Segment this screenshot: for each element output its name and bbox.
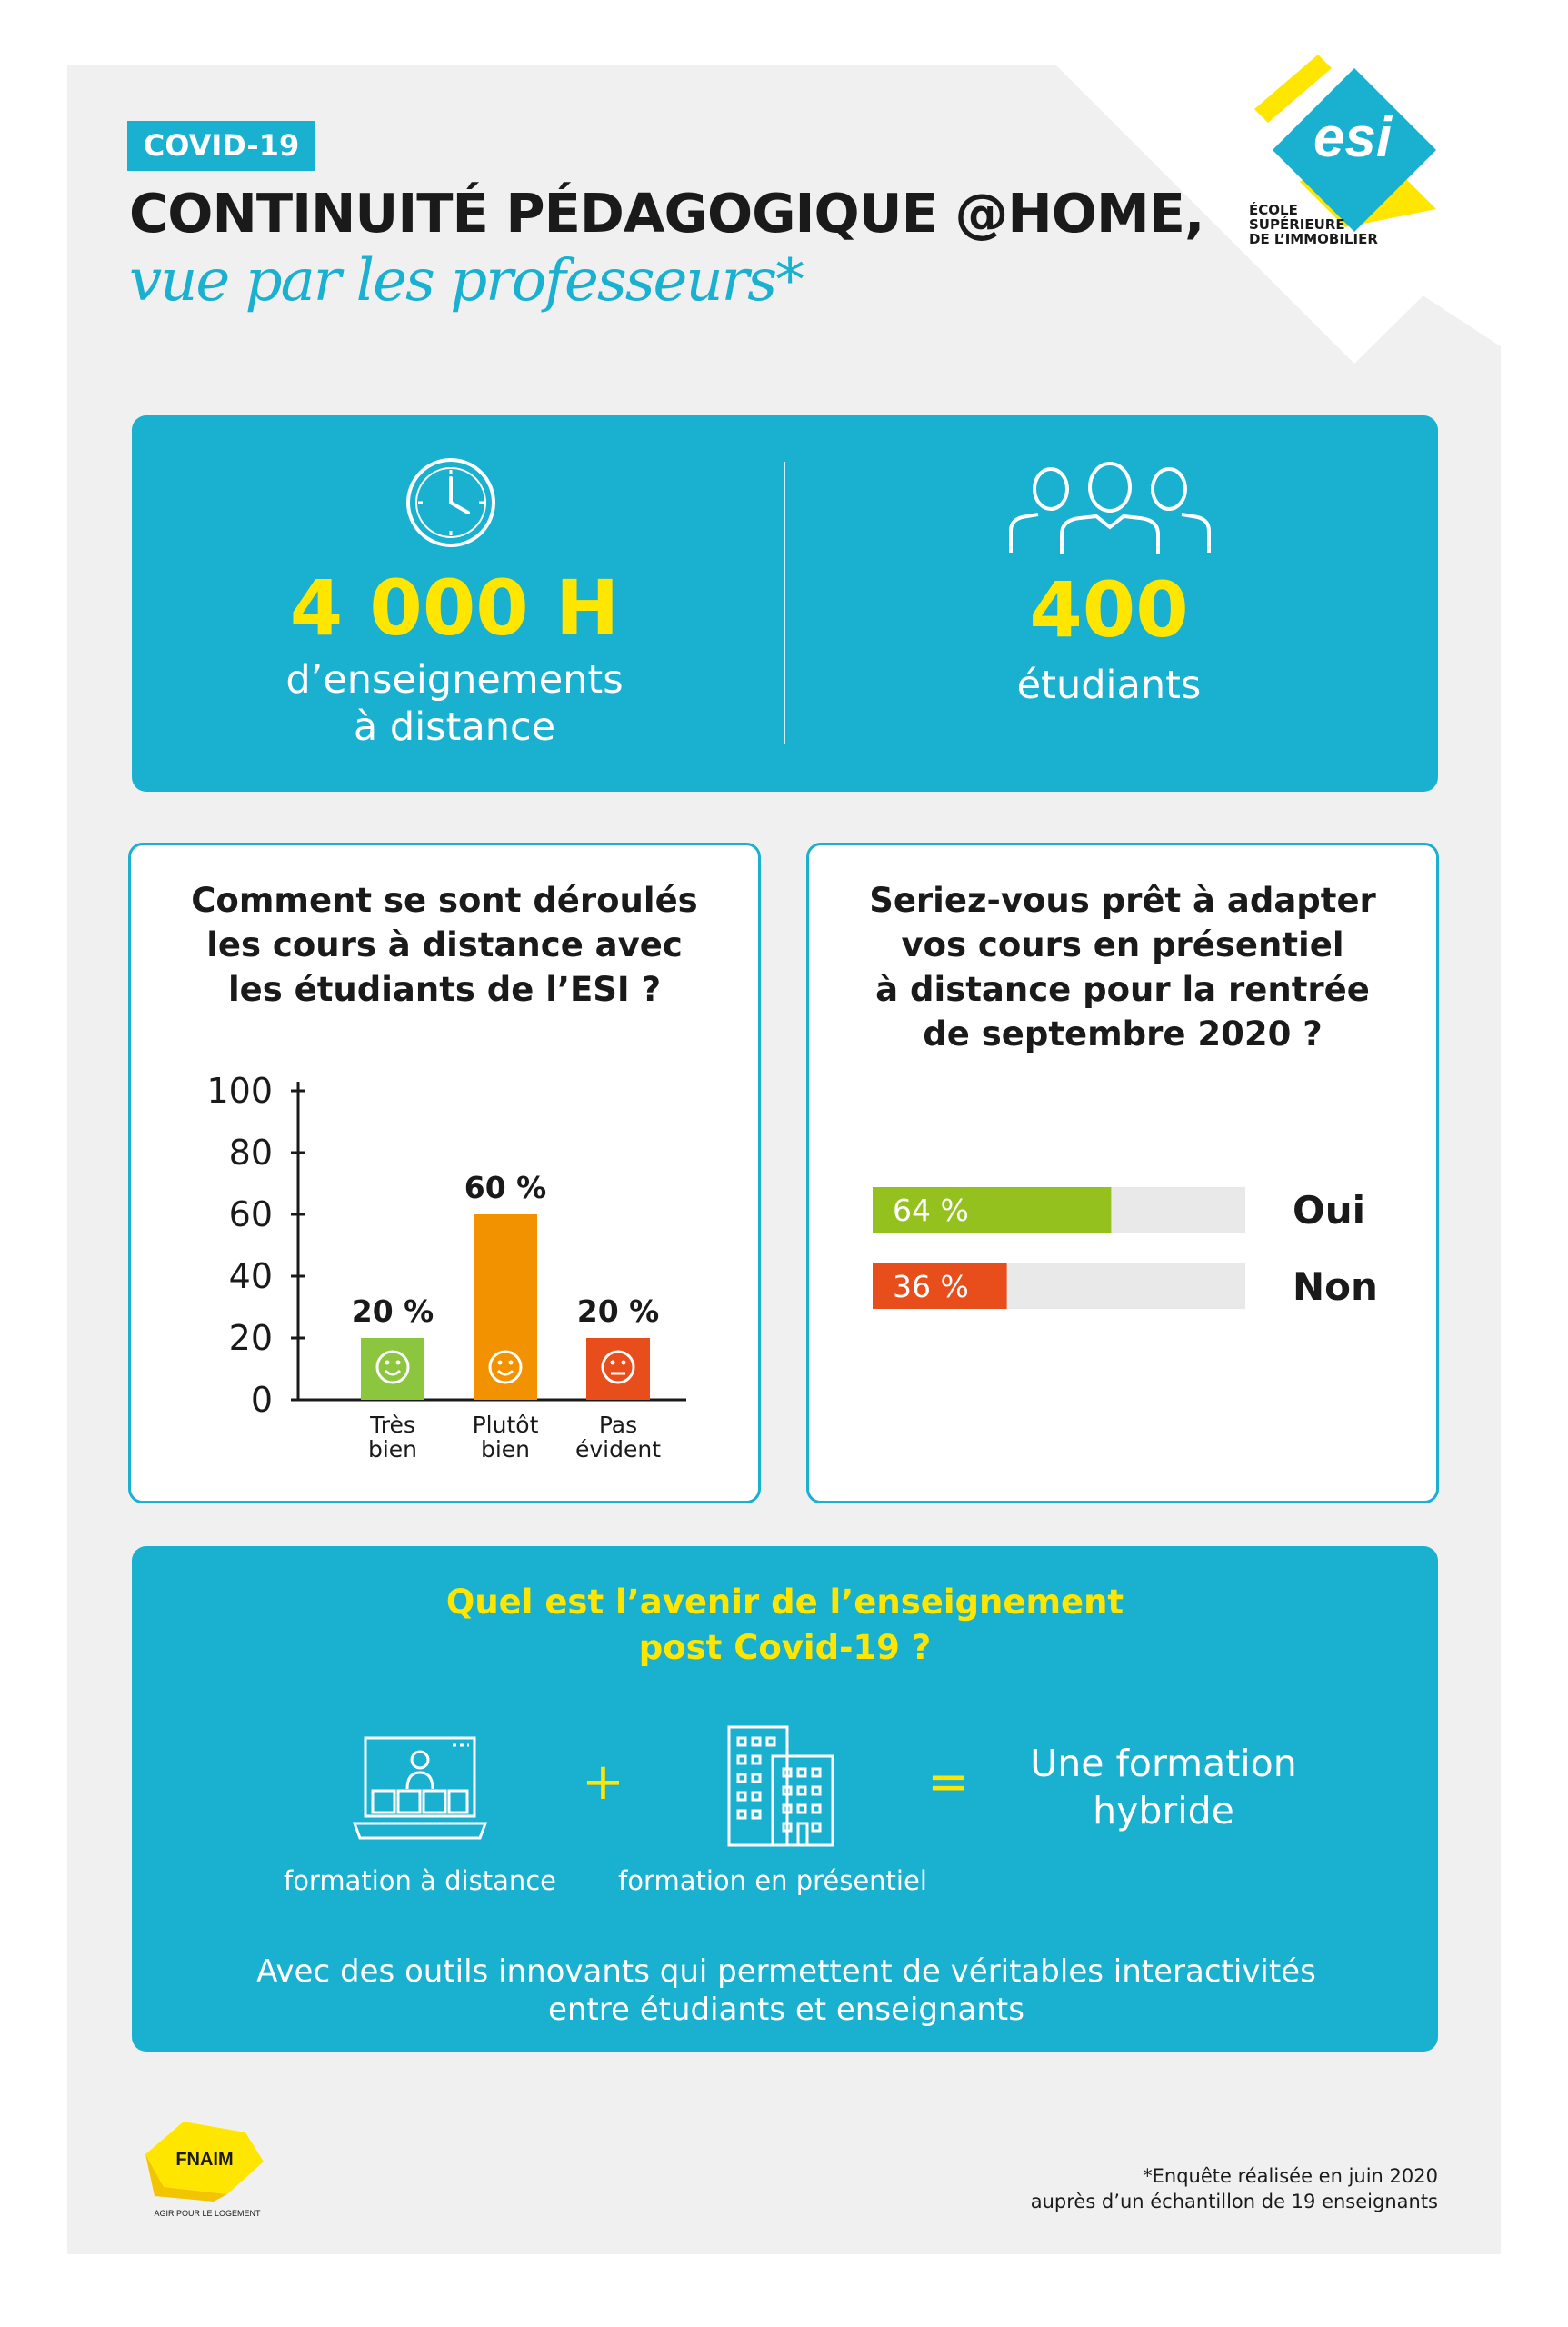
future-note-line1: Avec des outils innovants qui permettent de véritables interactivités (256, 1953, 1316, 1990)
esi-line2: SUPÉRIEURE (1249, 216, 1345, 233)
future-title-line2: post Covid-19 ? (638, 1628, 932, 1667)
future-note-line2: entre étudiants et enseignants (548, 1992, 1024, 2028)
question1-line3: les étudiants de l’ESI ? (227, 970, 662, 1009)
future-item-remote: formation à distance (283, 1865, 557, 1896)
hours-value: 4 000 H (289, 564, 620, 653)
students-label: étudiants (1016, 663, 1202, 708)
question2-line2: vos cours en présentiel (901, 925, 1344, 964)
category-label: Oui (1293, 1188, 1366, 1233)
category-label: Non (1293, 1264, 1378, 1309)
question1-title (145, 878, 744, 1012)
bar-value-label: 36 % (893, 1269, 969, 1304)
category-label: bien (367, 1436, 418, 1463)
category-label: bien (480, 1436, 531, 1463)
question1-line2: les cours à distance avec (206, 925, 683, 964)
bar-chart (182, 1036, 691, 1473)
hours-label-1: d’enseignements (285, 657, 624, 703)
equals-sign: = (927, 1753, 970, 1812)
bar (586, 1338, 650, 1400)
question2-line4: de septembre 2020 ? (923, 1014, 1323, 1054)
footnote-line1: *Enquête réalisée en juin 2020 (1143, 2165, 1438, 2187)
question2-title (824, 878, 1422, 1056)
bar (361, 1338, 424, 1400)
footnote (1031, 2163, 1438, 2214)
y-tick-label: 60 (228, 1194, 273, 1234)
y-tick-label: 100 (206, 1071, 273, 1111)
future-title (273, 1580, 1297, 1671)
category-label: Très (370, 1412, 415, 1438)
stats-divider (784, 462, 785, 744)
esi-logo-text: esi (1313, 106, 1393, 169)
y-tick-label: 0 (250, 1380, 273, 1420)
future-note (173, 1952, 1400, 2029)
footnote-line2: auprès d’un échantillon de 19 enseignants (1030, 2191, 1438, 2212)
category-label: Plutôt (472, 1412, 539, 1438)
laptop-videoconference-icon (353, 1736, 487, 1842)
question1-line1: Comment se sont déroulés (191, 881, 698, 920)
esi-line3: DE L’IMMOBILIER (1249, 231, 1378, 247)
question2-line1: Seriez-vous prêt à adapter (869, 881, 1376, 920)
future-item-onsite: formation en présentiel (618, 1865, 927, 1896)
future-result-line2: hybride (1093, 1789, 1234, 1833)
covid-tag: COVID-19 (127, 121, 315, 171)
future-result (982, 1740, 1345, 1834)
y-tick-label: 40 (228, 1256, 273, 1296)
y-tick-label: 80 (228, 1133, 273, 1173)
page-subtitle: vue par les professeurs* (129, 247, 804, 315)
question2-line3: à distance pour la rentrée (875, 970, 1370, 1009)
bar (474, 1214, 537, 1400)
bar-value-label: 20 % (576, 1293, 660, 1329)
hours-label-2: à distance (353, 704, 556, 750)
bar-value-label: 64 % (893, 1193, 969, 1228)
fnaim-text: FNAIM (175, 2150, 234, 2170)
plus-sign: + (582, 1753, 624, 1812)
esi-line1: ÉCOLE (1249, 202, 1298, 218)
building-icon (727, 1725, 836, 1847)
fnaim-tagline: AGIR POUR LE LOGEMENT (154, 2209, 261, 2218)
bar-value-label: 60 % (464, 1170, 547, 1205)
clock-icon (404, 456, 497, 549)
fnaim-logo (127, 2114, 282, 2220)
esi-logo-subtitle (1249, 203, 1378, 246)
category-label: évident (574, 1436, 662, 1463)
students-value: 400 (1029, 565, 1189, 654)
future-result-line1: Une formation (1030, 1742, 1297, 1785)
students-icon (1007, 462, 1213, 556)
future-title-line1: Quel est l’avenir de l’enseignement (445, 1583, 1124, 1622)
bar-value-label: 20 % (351, 1293, 434, 1329)
page-title: CONTINUITÉ PÉDAGOGIQUE @HOME, (129, 182, 1204, 245)
category-label: Pas (598, 1412, 638, 1438)
y-tick-label: 20 (228, 1318, 273, 1358)
horizontal-bar-chart (873, 1173, 1400, 1327)
